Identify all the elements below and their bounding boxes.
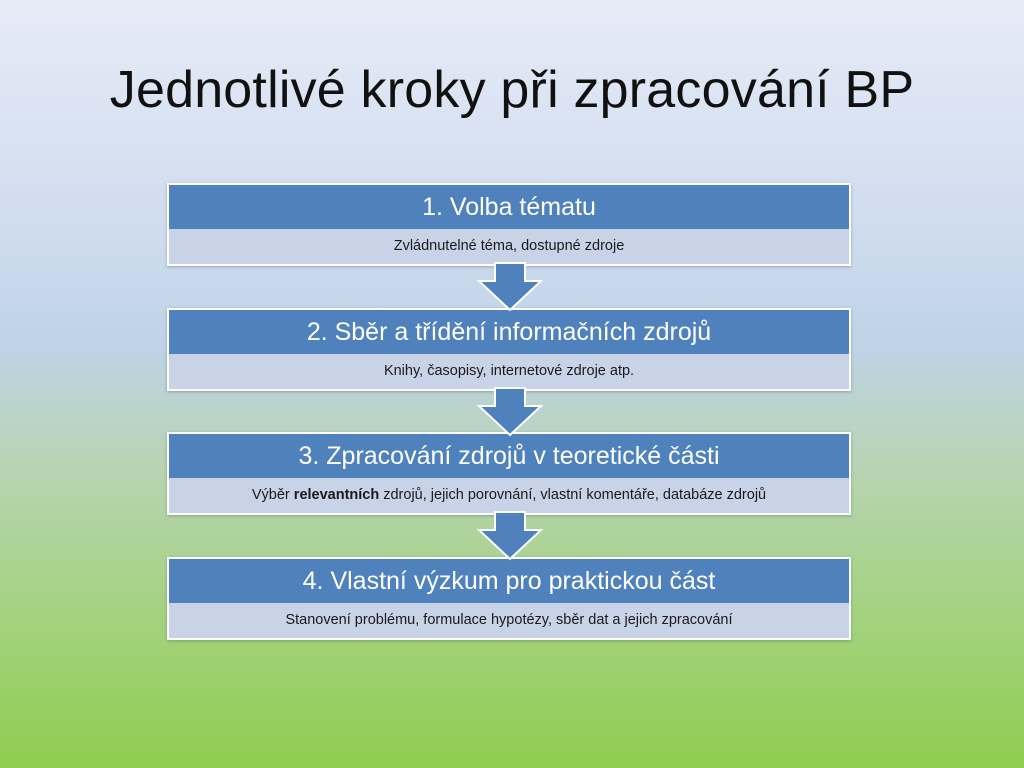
step-detail <box>169 478 849 513</box>
process-step-3 <box>167 432 851 515</box>
step-detail: Stanovení problému, formulace hypotézy, sběr dat a jejich zpracování <box>169 603 849 638</box>
step-detail: Zvládnutelné téma, dostupné zdroje <box>169 229 849 264</box>
process-step-1 <box>167 183 851 266</box>
step-heading: 2. Sběr a třídění informačních zdrojů <box>169 310 849 354</box>
step-heading: 3. Zpracování zdrojů v teoretické části <box>169 434 849 478</box>
step-detail-emphasis: relevantních <box>293 487 380 503</box>
step-detail-text: Výběr <box>251 487 294 503</box>
step-heading: 4. Vlastní výzkum pro praktickou část <box>169 559 849 603</box>
process-step-2 <box>167 308 851 391</box>
slide-title: Jednotlivé kroky při zpracování BP <box>109 61 915 119</box>
down-arrow-icon <box>477 511 543 561</box>
step-detail: Knihy, časopisy, internetové zdroje atp. <box>169 354 849 389</box>
down-arrow-icon <box>477 387 543 437</box>
process-step-4 <box>167 557 851 640</box>
step-heading: 1. Volba tématu <box>169 185 849 229</box>
step-detail-text: zdrojů, jejich porovnání, vlastní komentáře, databáze zdrojů <box>379 487 767 503</box>
down-arrow-icon <box>477 262 543 312</box>
